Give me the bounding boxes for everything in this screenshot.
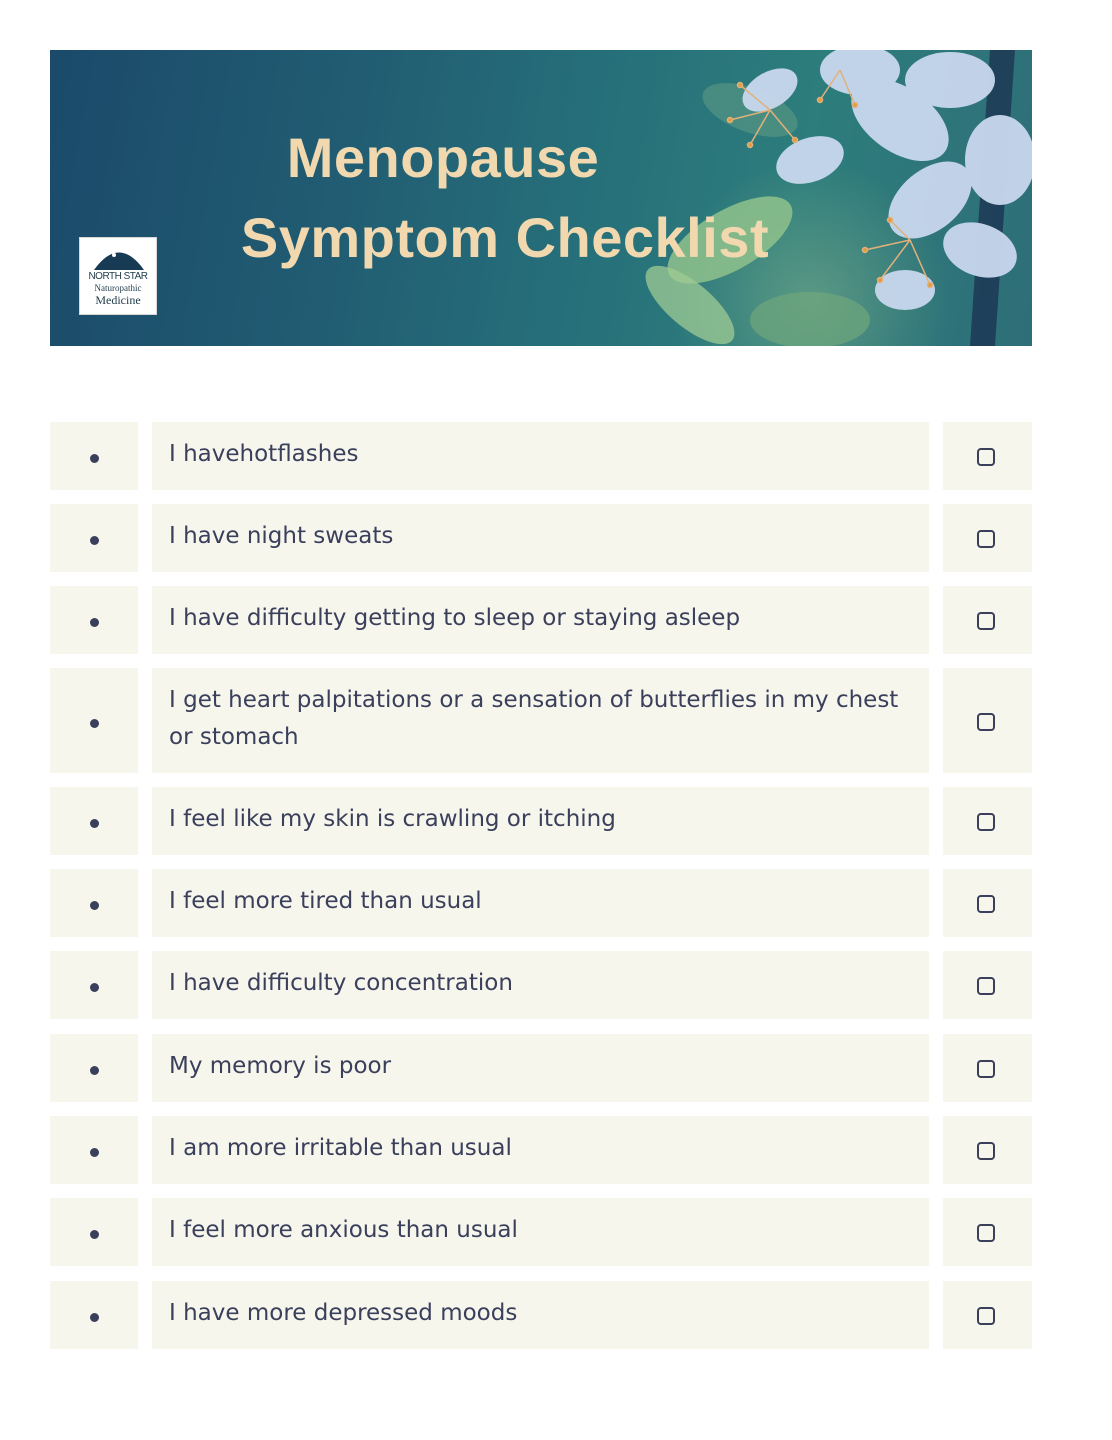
symptom-cell	[152, 1034, 929, 1102]
symptom-text: I have more depressed moods	[169, 1300, 518, 1326]
symptom-cell	[152, 504, 929, 572]
symptom-cell	[152, 869, 929, 937]
symptom-checkbox[interactable]	[977, 612, 995, 630]
blossom-illustration	[50, 50, 1032, 346]
bullet-icon	[90, 536, 99, 545]
checkbox-cell	[943, 787, 1032, 855]
symptom-cell	[152, 586, 929, 654]
checklist-row	[50, 869, 1032, 937]
symptom-text: My memory is poor	[169, 1053, 392, 1079]
bullet-cell	[50, 787, 138, 855]
checklist-row	[50, 1116, 1032, 1184]
symptom-checkbox[interactable]	[977, 895, 995, 913]
bullet-icon	[90, 454, 99, 463]
mountain-star-icon	[92, 243, 146, 271]
checklist-row	[50, 422, 1032, 490]
symptom-text: I havehotflashes	[169, 441, 359, 467]
symptom-checkbox[interactable]	[977, 977, 995, 995]
logo-text-naturopathic: Naturopathic	[94, 283, 142, 293]
symptom-cell	[152, 422, 929, 490]
bullet-cell	[50, 1116, 138, 1184]
symptom-checkbox[interactable]	[977, 1224, 995, 1242]
bullet-icon	[90, 819, 99, 828]
bullet-cell	[50, 1198, 138, 1266]
bullet-cell	[50, 1034, 138, 1102]
bullet-icon	[90, 1230, 99, 1239]
bullet-icon	[90, 618, 99, 627]
checklist-row	[50, 504, 1032, 572]
symptom-cell	[152, 1198, 929, 1266]
symptom-cell	[152, 1116, 929, 1184]
checkbox-cell	[943, 1281, 1032, 1349]
checklist-row	[50, 668, 1032, 773]
checklist-row	[50, 1281, 1032, 1349]
checkbox-cell	[943, 586, 1032, 654]
checkbox-cell	[943, 1198, 1032, 1266]
bullet-icon	[90, 983, 99, 992]
header-banner	[50, 50, 1032, 346]
bullet-icon	[90, 901, 99, 910]
symptom-text: I have difficulty getting to sleep or staying asleep	[169, 605, 741, 631]
symptom-checkbox[interactable]	[977, 1060, 995, 1078]
symptom-cell	[152, 668, 929, 773]
symptom-checkbox[interactable]	[977, 713, 995, 731]
checkbox-cell	[943, 422, 1032, 490]
checkbox-cell	[943, 951, 1032, 1019]
symptom-text: I have night sweats	[169, 523, 394, 549]
symptom-checkbox[interactable]	[977, 1307, 995, 1325]
checkbox-cell	[943, 504, 1032, 572]
logo-text-north-star: NORTH STAR	[88, 271, 148, 282]
symptom-text: I am more irritable than usual	[169, 1135, 512, 1161]
bullet-cell	[50, 869, 138, 937]
bullet-cell	[50, 951, 138, 1019]
page-title-line1: Menopause	[286, 126, 600, 189]
symptom-checkbox[interactable]	[977, 530, 995, 548]
bullet-icon	[90, 1066, 99, 1075]
bullet-icon	[90, 1313, 99, 1322]
bullet-cell	[50, 504, 138, 572]
symptom-text: I feel more anxious than usual	[169, 1217, 518, 1243]
logo-text-medicine: Medicine	[95, 293, 141, 307]
checklist-row	[50, 586, 1032, 654]
symptom-checkbox[interactable]	[977, 448, 995, 466]
checkbox-cell	[943, 668, 1032, 773]
bullet-cell	[50, 586, 138, 654]
checklist-row	[50, 951, 1032, 1019]
bullet-cell	[50, 1281, 138, 1349]
checklist-row	[50, 787, 1032, 855]
checklist-row	[50, 1198, 1032, 1266]
symptom-text: I feel like my skin is crawling or itching	[169, 806, 616, 832]
checkbox-cell	[943, 1034, 1032, 1102]
symptom-text: I have difficulty concentration	[169, 970, 513, 996]
checklist-row	[50, 1034, 1032, 1102]
checkbox-cell	[943, 1116, 1032, 1184]
bullet-icon	[90, 1148, 99, 1157]
symptom-text: I feel more tired than usual	[169, 888, 482, 914]
symptom-checkbox[interactable]	[977, 813, 995, 831]
symptom-cell	[152, 787, 929, 855]
bullet-cell	[50, 422, 138, 490]
symptom-checkbox[interactable]	[977, 1142, 995, 1160]
symptom-cell	[152, 1281, 929, 1349]
bullet-cell	[50, 668, 138, 773]
north-star-logo	[79, 237, 157, 315]
bullet-icon	[90, 719, 99, 728]
checkbox-cell	[943, 869, 1032, 937]
page-title-line2: Symptom Checklist	[240, 206, 770, 269]
symptom-cell	[152, 951, 929, 1019]
symptom-text: I get heart palpitations or a sensation of butterflies in my chest or stomach	[169, 687, 899, 750]
